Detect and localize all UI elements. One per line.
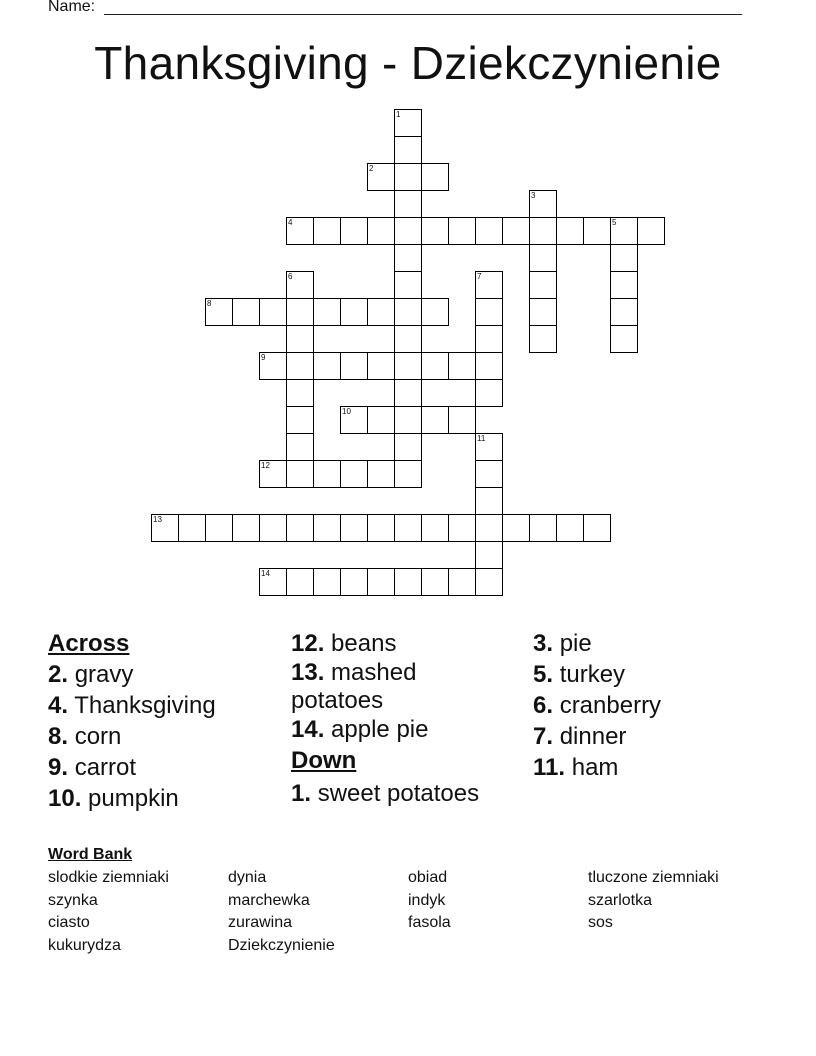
- crossword-cell[interactable]: [205, 514, 233, 542]
- word-bank-item: indyk: [408, 891, 446, 909]
- crossword-cell[interactable]: [475, 460, 503, 488]
- crossword-cell[interactable]: [610, 244, 638, 272]
- crossword-cell[interactable]: [610, 298, 638, 326]
- crossword-cell[interactable]: [421, 217, 449, 245]
- down-clue-1: 1. sweet potatoes: [291, 780, 480, 807]
- crossword-cell[interactable]: [610, 271, 638, 299]
- crossword-cell[interactable]: [286, 352, 314, 380]
- crossword-cell[interactable]: [448, 406, 476, 434]
- word-bank-item: obiad: [408, 869, 448, 886]
- crossword-cell[interactable]: [205, 298, 233, 326]
- cell-number: 3: [531, 191, 536, 200]
- crossword-cell[interactable]: [475, 514, 503, 542]
- word-bank-item: kukurydza: [48, 936, 121, 954]
- crossword-cell[interactable]: [421, 163, 449, 191]
- across-clue-4: 4. Thanksgiving: [48, 692, 216, 719]
- crossword-cell[interactable]: [448, 514, 476, 542]
- crossword-cell[interactable]: [394, 406, 422, 434]
- word-bank-item: marchewka: [228, 891, 310, 909]
- crossword-cell[interactable]: [259, 568, 287, 596]
- crossword-cell[interactable]: [394, 109, 422, 137]
- crossword-cell[interactable]: [394, 298, 422, 326]
- across-clue-8: 8. corn: [48, 723, 122, 750]
- word-bank-column-4: [588, 867, 719, 935]
- crossword-cell[interactable]: [367, 568, 395, 596]
- clues-column-3: [533, 628, 661, 783]
- crossword-cell[interactable]: [394, 136, 422, 164]
- cell-number: 9: [261, 353, 266, 362]
- crossword-cell[interactable]: [583, 514, 611, 542]
- crossword-cell[interactable]: [394, 217, 422, 245]
- word-bank-item: zurawina: [228, 914, 293, 931]
- word-bank-item: slodkie ziemniaki: [48, 869, 169, 886]
- down-heading: Down: [291, 747, 357, 774]
- crossword-cell[interactable]: [367, 298, 395, 326]
- word-bank-column-3: [408, 867, 451, 935]
- crossword-cell[interactable]: [394, 190, 422, 218]
- crossword-cell[interactable]: [475, 568, 503, 596]
- crossword-cell[interactable]: [313, 514, 341, 542]
- crossword-cell[interactable]: [475, 352, 503, 380]
- clues-column-1: [48, 628, 216, 814]
- crossword-cell[interactable]: [232, 298, 260, 326]
- crossword-cell[interactable]: [529, 325, 557, 353]
- word-bank-column-1: [48, 867, 169, 957]
- crossword-cell[interactable]: [313, 298, 341, 326]
- crossword-cell[interactable]: [394, 379, 422, 407]
- crossword-cell[interactable]: [340, 352, 368, 380]
- crossword-cell[interactable]: [529, 298, 557, 326]
- crossword-cell[interactable]: [286, 460, 314, 488]
- crossword-cell[interactable]: [475, 433, 503, 461]
- crossword-cell[interactable]: [394, 244, 422, 272]
- down-clue-11: 11. ham: [533, 754, 619, 781]
- crossword-cell[interactable]: [367, 217, 395, 245]
- crossword-cell[interactable]: [421, 406, 449, 434]
- cell-number: 11: [477, 434, 486, 443]
- cell-number: 1: [396, 110, 401, 119]
- cell-number: 12: [261, 461, 270, 470]
- word-bank-item: fasola: [408, 914, 451, 931]
- across-clue-9: 9. carrot: [48, 754, 137, 781]
- crossword-cell[interactable]: [313, 568, 341, 596]
- crossword-cell[interactable]: [637, 217, 665, 245]
- crossword-cell[interactable]: [394, 568, 422, 596]
- word-bank-item: sos: [588, 914, 613, 931]
- crossword-cell[interactable]: [529, 190, 557, 218]
- crossword-cell[interactable]: [448, 568, 476, 596]
- crossword-cell[interactable]: [556, 514, 584, 542]
- crossword-cell[interactable]: [286, 325, 314, 353]
- crossword-cell[interactable]: [151, 514, 179, 542]
- crossword-cell[interactable]: [367, 514, 395, 542]
- crossword-cell[interactable]: [475, 298, 503, 326]
- word-bank-item: szarlotka: [588, 891, 653, 909]
- page-title: Thanksgiving - Dziekczynienie: [94, 37, 722, 89]
- crossword-cell[interactable]: [610, 217, 638, 245]
- word-bank-item: ciasto: [48, 914, 90, 931]
- crossword-cell[interactable]: [286, 379, 314, 407]
- crossword-cell[interactable]: [502, 514, 530, 542]
- crossword-cell[interactable]: [394, 163, 422, 191]
- word-bank-item: dynia: [228, 869, 267, 886]
- crossword-cell[interactable]: [475, 379, 503, 407]
- crossword-cell[interactable]: [394, 325, 422, 353]
- crossword-cell[interactable]: [286, 514, 314, 542]
- down-clue-6: 6. cranberry: [533, 692, 662, 719]
- crossword-cell[interactable]: [340, 460, 368, 488]
- cell-number: 2: [369, 164, 374, 173]
- cell-number: 13: [153, 515, 162, 524]
- crossword-cell[interactable]: [367, 406, 395, 434]
- down-clue-3: 3. pie: [533, 630, 592, 657]
- crossword-cell[interactable]: [367, 460, 395, 488]
- crossword-cell[interactable]: [529, 217, 557, 245]
- crossword-cell[interactable]: [178, 514, 206, 542]
- crossword-cell[interactable]: [448, 352, 476, 380]
- cell-number: 14: [261, 569, 270, 578]
- crossword-cell[interactable]: [394, 433, 422, 461]
- name-label: Name:: [48, 0, 96, 15]
- crossword-cell[interactable]: [421, 298, 449, 326]
- crossword-cell[interactable]: [556, 217, 584, 245]
- crossword-cell[interactable]: [367, 163, 395, 191]
- crossword-cell[interactable]: [475, 271, 503, 299]
- crossword-cell[interactable]: [475, 325, 503, 353]
- word-bank-title: Word Bank: [48, 846, 133, 863]
- crossword-cell[interactable]: [313, 217, 341, 245]
- crossword-cell[interactable]: [421, 568, 449, 596]
- crossword-cell[interactable]: [394, 352, 422, 380]
- crossword-cell[interactable]: [340, 568, 368, 596]
- crossword-cell[interactable]: [367, 352, 395, 380]
- across-heading: Across: [48, 630, 130, 657]
- word-bank-column-2: [228, 867, 335, 957]
- crossword-cell[interactable]: [340, 217, 368, 245]
- crossword-cell[interactable]: [475, 217, 503, 245]
- cell-number: 4: [288, 218, 293, 227]
- crossword-cell[interactable]: [286, 568, 314, 596]
- crossword-cell[interactable]: [502, 217, 530, 245]
- across-clue-12: 12. beans: [291, 630, 397, 657]
- crossword-cell[interactable]: [610, 325, 638, 353]
- down-clue-7: 7. dinner: [533, 723, 627, 750]
- crossword-cell[interactable]: [529, 244, 557, 272]
- cell-number: 7: [477, 272, 482, 281]
- crossword-cell[interactable]: [286, 406, 314, 434]
- cell-number: 10: [342, 407, 351, 416]
- crossword-cell[interactable]: [583, 217, 611, 245]
- clues-column-2: [291, 628, 491, 808]
- crossword-cell[interactable]: [529, 271, 557, 299]
- crossword-cell[interactable]: [340, 514, 368, 542]
- crossword-cell[interactable]: [286, 271, 314, 299]
- crossword-cell[interactable]: [448, 217, 476, 245]
- crossword-cell[interactable]: [529, 514, 557, 542]
- across-clue-13: 13. mashed potatoes: [291, 659, 417, 714]
- crossword-cell[interactable]: [232, 514, 260, 542]
- crossword-cell[interactable]: [340, 298, 368, 326]
- crossword-cell[interactable]: [313, 352, 341, 380]
- crossword-cell[interactable]: [421, 514, 449, 542]
- cell-number: 6: [288, 272, 293, 281]
- word-bank-item: Dziekczynienie: [228, 936, 335, 954]
- crossword-cell[interactable]: [394, 514, 422, 542]
- crossword-cell[interactable]: [421, 352, 449, 380]
- across-clue-2: 2. gravy: [48, 661, 134, 688]
- crossword-cell[interactable]: [286, 217, 314, 245]
- word-bank-item: tluczone ziemniaki: [588, 869, 719, 886]
- crossword-cell[interactable]: [394, 271, 422, 299]
- crossword-cell[interactable]: [340, 406, 368, 434]
- word-bank-item: szynka: [48, 891, 98, 909]
- across-clue-10: 10. pumpkin: [48, 785, 179, 812]
- crossword-cell[interactable]: [259, 460, 287, 488]
- cell-number: 5: [612, 218, 617, 227]
- crossword-cell[interactable]: [475, 487, 503, 515]
- crossword-cell[interactable]: [313, 460, 341, 488]
- down-clue-5: 5. turkey: [533, 661, 626, 688]
- crossword-cell[interactable]: [286, 298, 314, 326]
- crossword-cell[interactable]: [475, 541, 503, 569]
- crossword-cell[interactable]: [286, 433, 314, 461]
- crossword-cell[interactable]: [259, 298, 287, 326]
- across-clue-14: 14. apple pie: [291, 716, 429, 743]
- crossword-cell[interactable]: [394, 460, 422, 488]
- crossword-cell[interactable]: [259, 352, 287, 380]
- crossword-cell[interactable]: [259, 514, 287, 542]
- cell-number: 8: [207, 299, 212, 308]
